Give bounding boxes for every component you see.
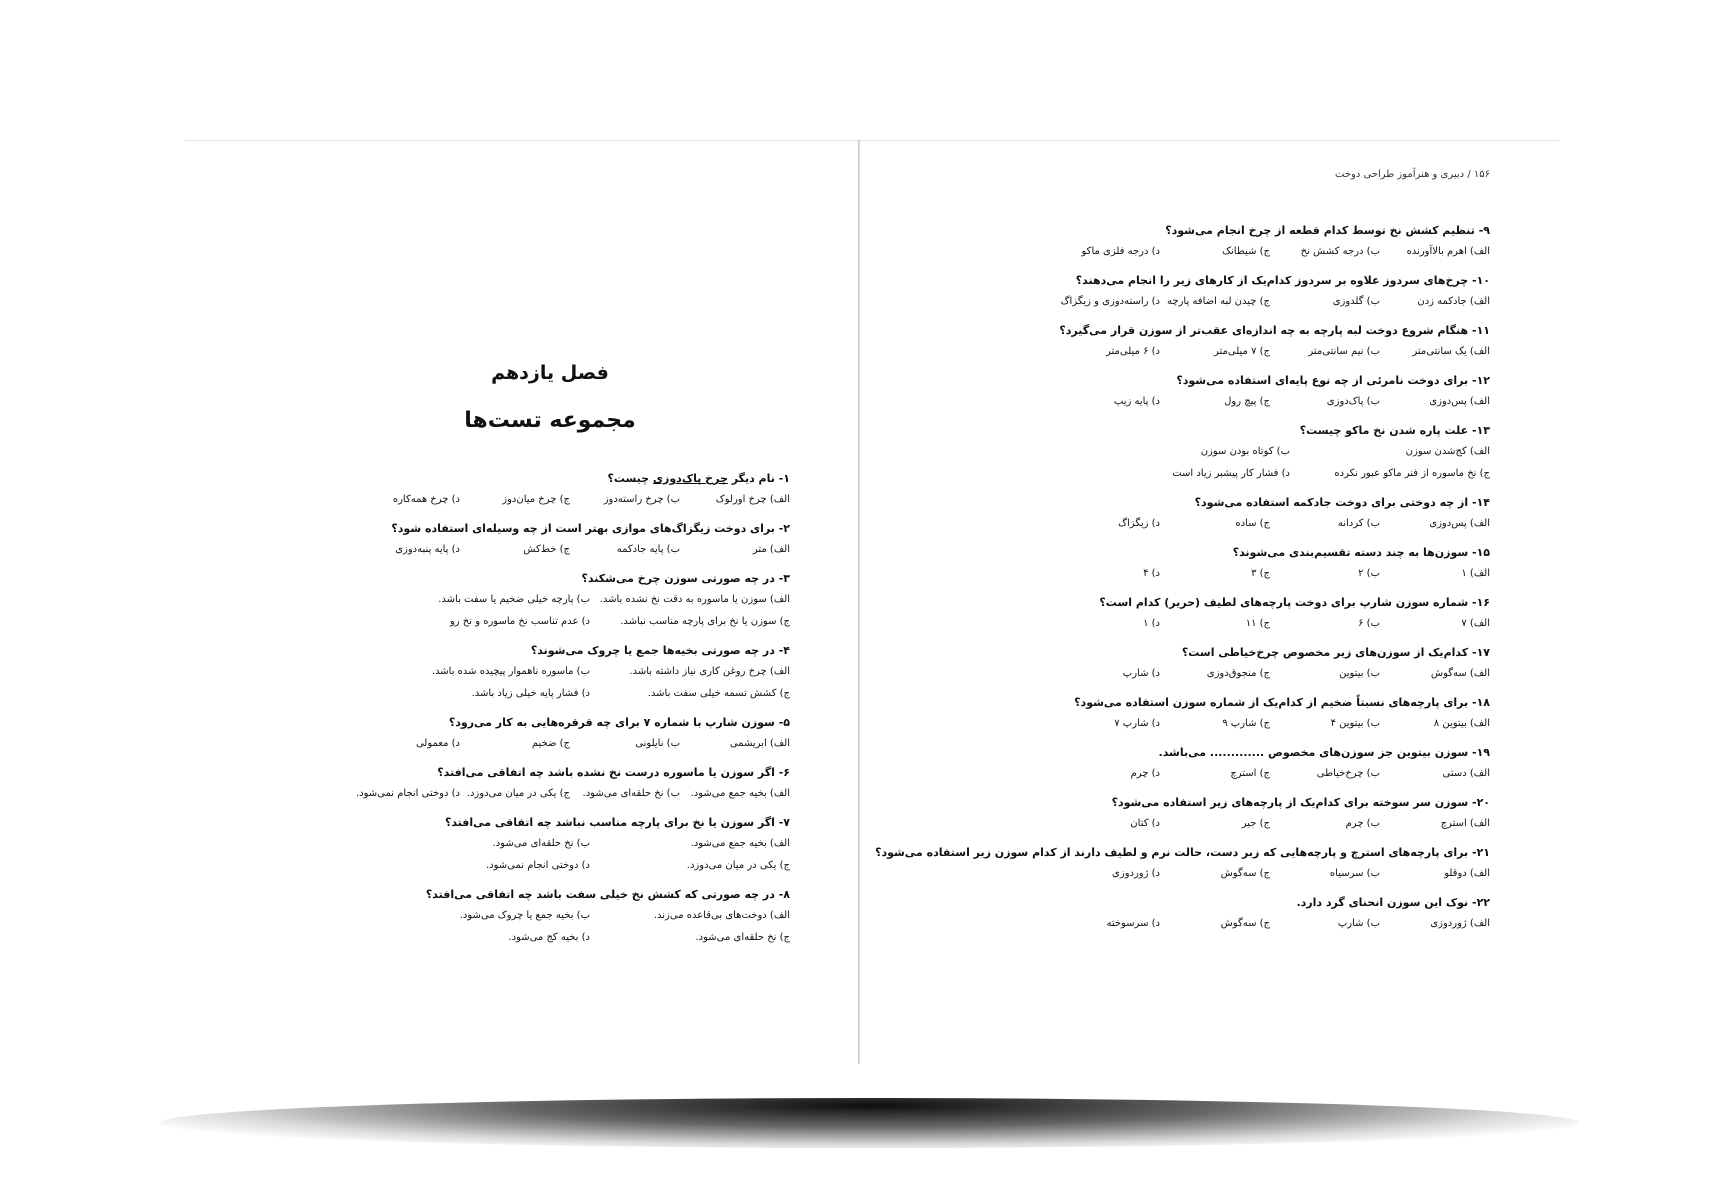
answer-option: الف) دوقلو [1444, 868, 1490, 879]
answer-option: الف) متر [752, 544, 790, 555]
option-row [1010, 613, 1490, 635]
question-body: علت پاره شدن نخ ماکو چیست؟ [1299, 424, 1469, 437]
book-gutter [858, 140, 860, 1064]
answer-option: الف) سوزن یا ماسوره به دقت نخ نشده باشد. [599, 594, 790, 605]
answer-option: ج) ۱۱ [1245, 618, 1270, 629]
option-row [1010, 813, 1490, 835]
answer-option: الف) استرچ [1440, 818, 1490, 829]
answer-option: ب) سرسیاه [1329, 868, 1380, 879]
chapter-title: فصل یازدهم [491, 362, 609, 384]
question-item [1010, 221, 1490, 263]
question-item [1010, 421, 1490, 485]
answer-option: ب) ۶ [1358, 618, 1380, 629]
question-body: برای پارچه‌های نسبتاً ضخیم از کدام‌یک از شماره سوزن استفاده می‌شود؟ [1074, 696, 1469, 709]
answer-option: ب) نیم سانتی‌متر [1308, 346, 1380, 357]
answer-option: الف) ۷ [1461, 618, 1490, 629]
answer-option: ج) شارپ ۹ [1222, 718, 1270, 729]
answer-option: ب) بیتوین ۴ [1330, 718, 1380, 729]
question-body: سوزن‌ها به چند دسته تقسیم‌بندی می‌شوند؟ [1232, 546, 1469, 559]
question-number: ۱۷- [1468, 646, 1490, 659]
running-head: ۱۵۶ / دبیری و هنرآموز طراحی دوخت [1335, 169, 1490, 180]
answer-option: ب) چرم [1345, 818, 1380, 829]
question-text [310, 519, 790, 539]
question-item [1010, 271, 1490, 313]
answer-option: ج) منجوق‌دوزی [1206, 668, 1270, 679]
question-list [310, 469, 790, 957]
option-row [1010, 441, 1490, 463]
question-body: سوزن سر سوخته برای کدام‌یک از پارچه‌های زیر استفاده می‌شود؟ [1111, 796, 1469, 809]
question-text [1010, 271, 1490, 291]
answer-option: د) زیگزاگ [1118, 518, 1160, 529]
question-number: ۲۲- [1468, 896, 1490, 909]
answer-option: ج) شیطانک [1222, 246, 1270, 257]
answer-option: ج) جیر [1241, 818, 1270, 829]
answer-option: ج) ۳ [1251, 568, 1270, 579]
question-number: ۱۶- [1468, 596, 1490, 609]
question-text [1010, 543, 1490, 563]
question-text [1010, 493, 1490, 513]
option-row [1010, 663, 1490, 685]
option-row [1010, 291, 1490, 313]
answer-option: ب) نخ حلقه‌ای می‌شود. [582, 788, 680, 799]
answer-option: ج) نخ ماسوره از فنر ماکو عبور نکرده [1334, 468, 1490, 479]
option-row [310, 489, 790, 511]
option-row [1010, 863, 1490, 885]
answer-option: د) ۱ [1143, 618, 1160, 629]
answer-option: ج) ساده [1235, 518, 1270, 529]
answer-option: الف) جادکمه زدن [1417, 296, 1490, 307]
question-number: ۱۸- [1468, 696, 1490, 709]
question-text [1010, 643, 1490, 663]
answer-option: الف) پس‌دوزی [1429, 396, 1490, 407]
option-row [1010, 391, 1490, 413]
question-text [1010, 793, 1490, 813]
question-item [1010, 693, 1490, 735]
question-text [310, 569, 790, 589]
question-text [310, 813, 790, 833]
answer-option: د) بخیه کج می‌شود. [508, 932, 590, 943]
answer-option: ج) خط‌کش [523, 544, 570, 555]
answer-option: ج) چیدن لبه اضافه پارچه [1167, 296, 1270, 307]
question-number: ۲۱- [1468, 846, 1490, 859]
question-body: نام دیگر [727, 472, 775, 485]
question-text [310, 885, 790, 905]
question-text [310, 763, 790, 783]
option-row [310, 589, 790, 611]
question-item [1010, 371, 1490, 413]
question-item [1010, 493, 1490, 535]
question-number: ۴- [774, 644, 790, 657]
answer-option: ج) ضخیم [531, 738, 570, 749]
question-text [310, 641, 790, 661]
answer-option: د) ژوردوزی [1112, 868, 1160, 879]
question-body: در چه صورتی که کشش نخ خیلی سفت باشد چه اتفاقی می‌افتد؟ [425, 888, 775, 901]
answer-option: ب) پایه جادکمه [616, 544, 680, 555]
answer-option: د) ۴ [1143, 568, 1160, 579]
question-text [1010, 893, 1490, 913]
answer-option: الف) کج‌شدن سوزن [1405, 446, 1490, 457]
question-item [310, 813, 790, 877]
answer-option: ب) ماسوره ناهموار پیچیده شده باشد. [431, 666, 590, 677]
option-row [310, 539, 790, 561]
question-item [875, 843, 1490, 885]
question-number: ۸- [774, 888, 790, 901]
question-body: برای دوخت زیگزاگ‌های موازی بهتر است از چه وسیله‌ای استفاده شود؟ [391, 522, 775, 535]
answer-option: ج) یکی در میان می‌دوزد. [686, 860, 790, 871]
book-shadow [160, 1098, 1580, 1148]
answer-option: الف) پس‌دوزی [1429, 518, 1490, 529]
question-number: ۳- [774, 572, 790, 585]
answer-option: الف) یک سانتی‌متر [1412, 346, 1490, 357]
question-number: ۱۱- [1468, 324, 1490, 337]
question-number: ۱۵- [1468, 546, 1490, 559]
answer-option: د) پایه زیپ [1113, 396, 1160, 407]
question-item [310, 885, 790, 949]
answer-option: ب) پارچه خیلی ضخیم یا سفت باشد. [438, 594, 590, 605]
question-item [310, 519, 790, 561]
question-number: ۱- [774, 472, 790, 485]
answer-option: ج) سه‌گوش [1220, 918, 1270, 929]
answer-option: ج) چرخ میان‌دوز [502, 494, 570, 505]
question-text [1010, 693, 1490, 713]
answer-option: ب) کردانه [1337, 518, 1380, 529]
answer-option: الف) اهرم بالاآورنده [1406, 246, 1490, 257]
answer-option: الف) سه‌گوش [1430, 668, 1490, 679]
answer-option: ب) پاک‌دوزی [1326, 396, 1380, 407]
answer-option: ج) استرچ [1230, 768, 1270, 779]
question-body: هنگام شروع دوخت لبه پارچه به چه اندازه‌ای عقب‌تر از سوزن قرار می‌گیرد؟ [1059, 324, 1469, 337]
option-row [310, 611, 790, 633]
question-number: ۱۰- [1468, 274, 1490, 287]
question-body: در چه صورتی سوزن چرخ می‌شکند؟ [581, 572, 775, 585]
answer-option: ب) ۲ [1358, 568, 1380, 579]
option-row [1010, 513, 1490, 535]
option-row [1010, 913, 1490, 935]
question-number: ۷- [774, 816, 790, 829]
answer-option: ب) گلدوزی [1332, 296, 1380, 307]
question-number: ۱۴- [1468, 496, 1490, 509]
answer-option: ج) یکی در میان می‌دوزد. [466, 788, 570, 799]
question-item [1010, 743, 1490, 785]
question-item [1010, 893, 1490, 935]
underlined-term: چرخ پاک‌دوزی [652, 472, 728, 485]
question-body: چیست؟ [607, 472, 653, 485]
answer-option: د) سرسوخته [1106, 918, 1160, 929]
question-text [1010, 321, 1490, 341]
answer-option: الف) بخیه جمع می‌شود. [690, 788, 790, 799]
left-page [310, 140, 790, 1060]
question-body: از چه دوختی برای دوخت جادکمه استفاده می‌شود؟ [1194, 496, 1469, 509]
answer-option: الف) ابریشمی [729, 738, 790, 749]
answer-option: ب) بخیه جمع یا چروک می‌شود. [459, 910, 590, 921]
question-text [1010, 371, 1490, 391]
question-number: ۱۳- [1468, 424, 1490, 437]
answer-option: ج) سوزن یا نخ برای پارچه مناسب نباشد. [620, 616, 790, 627]
answer-option: الف) چرخ اورلوک [715, 494, 790, 505]
question-body: در چه صورتی بخیه‌ها جمع یا چروک می‌شوند؟ [530, 644, 775, 657]
answer-option: الف) ژوردوزی [1430, 918, 1490, 929]
answer-option: د) فشار پایه خیلی زیاد باشد. [471, 688, 590, 699]
question-item [1010, 543, 1490, 585]
answer-option: د) فشار کار پیشبر زیاد است [1172, 468, 1290, 479]
answer-option: ب) شارپ [1337, 918, 1380, 929]
question-number: ۱۹- [1468, 746, 1490, 759]
answer-option: ب) نایلونی [635, 738, 680, 749]
answer-option: ج) ۷ میلی‌متر [1213, 346, 1270, 357]
answer-option: ب) کوتاه بودن سوزن [1200, 446, 1290, 457]
answer-option: ج) نخ حلقه‌ای می‌شود. [695, 932, 790, 943]
question-list [875, 221, 1490, 943]
answer-option: د) معمولی [415, 738, 460, 749]
answer-option: الف) دوخت‌های بی‌قاعده می‌زند. [653, 910, 790, 921]
option-row [310, 833, 790, 855]
question-text [310, 469, 790, 489]
question-text [1010, 421, 1490, 441]
answer-option: ب) درجه کشش نخ [1300, 246, 1380, 257]
option-row [1010, 713, 1490, 735]
answer-option: ب) نخ حلقه‌ای می‌شود. [492, 838, 590, 849]
option-row [1010, 563, 1490, 585]
option-row [1010, 341, 1490, 363]
question-item [1010, 793, 1490, 835]
answer-option: ج) سه‌گوش [1220, 868, 1270, 879]
question-item [310, 469, 790, 511]
option-row [310, 661, 790, 683]
answer-option: ج) پیچ رول [1224, 396, 1270, 407]
question-text [1010, 221, 1490, 241]
option-row [310, 855, 790, 877]
question-item [310, 713, 790, 755]
answer-option: د) شارپ ۷ [1114, 718, 1160, 729]
question-body: اگر سوزن یا ماسوره درست نخ نشده باشد چه اتفاقی می‌افتد؟ [437, 766, 775, 779]
answer-option: الف) چرخ روغن کاری نیاز داشته باشد. [629, 666, 790, 677]
option-row [310, 905, 790, 927]
question-number: ۱۲- [1468, 374, 1490, 387]
question-item [310, 569, 790, 633]
option-row [310, 733, 790, 755]
answer-option: د) عدم تناسب نخ ماسوره و نخ رو [449, 616, 590, 627]
question-number: ۲- [774, 522, 790, 535]
answer-option: الف) بخیه جمع می‌شود. [690, 838, 790, 849]
question-item [1010, 643, 1490, 685]
answer-option: ج) کشش تسمه خیلی سفت باشد. [647, 688, 790, 699]
answer-option: د) چرم [1130, 768, 1160, 779]
answer-option: الف) دستی [1442, 768, 1490, 779]
option-row [310, 683, 790, 705]
question-number: ۵- [774, 716, 790, 729]
question-body: چرخ‌های سردوز علاوه بر سردوز کدام‌یک از کارهای زیر را انجام می‌دهند؟ [1075, 274, 1469, 287]
question-body: اگر سوزن یا نخ برای پارچه مناسب نباشد چه اتفاقی می‌افتد؟ [444, 816, 775, 829]
question-body: سوزن شارپ با شماره ۷ برای چه قرقره‌هایی به کار می‌رود؟ [448, 716, 775, 729]
answer-option: ب) بیتوین [1339, 668, 1380, 679]
option-row [1010, 241, 1490, 263]
question-item [1010, 321, 1490, 363]
answer-option: د) دوختی انجام نمی‌شود. [485, 860, 590, 871]
question-body: برای دوخت نامرئی از چه نوع پایه‌ای استفاده می‌شود؟ [1176, 374, 1469, 387]
question-item [310, 763, 790, 805]
option-row [310, 927, 790, 949]
answer-option: د) دوختی انجام نمی‌شود. [355, 788, 460, 799]
answer-option: ب) چرخ‌خیاطی [1316, 768, 1380, 779]
option-row [1010, 763, 1490, 785]
question-text [310, 713, 790, 733]
question-body: سوزن بیتوین جز سوزن‌های مخصوص ............. می‌باشد. [1158, 746, 1469, 759]
question-body: تنظیم کشش نخ توسط کدام قطعه از چرخ انجام می‌شود؟ [1165, 224, 1475, 237]
question-body: شماره سوزن شارپ برای دوخت پارچه‌های لطیف (حریر) کدام است؟ [1099, 596, 1469, 609]
question-body: کدام‌یک از سوزن‌های زیر مخصوص چرخ‌خیاطی است؟ [1181, 646, 1469, 659]
question-item [1010, 593, 1490, 635]
question-text [1010, 743, 1490, 763]
answer-option: د) شارپ [1122, 668, 1160, 679]
option-row [310, 783, 790, 805]
question-number: ۶- [774, 766, 790, 779]
section-title: مجموعه تست‌ها [464, 408, 636, 433]
question-item [310, 641, 790, 705]
question-body: برای پارچه‌های استرچ و پارچه‌هایی که زبر دست، حالت نرم و لطیف دارند از کدام سوزن زیر استفاده می‌شود؟ [875, 846, 1469, 859]
question-number: ۹- [1474, 224, 1490, 237]
answer-option: الف) ۱ [1461, 568, 1490, 579]
question-number: ۲۰- [1468, 796, 1490, 809]
answer-option: ب) چرخ راسته‌دوز [603, 494, 680, 505]
answer-option: د) راسته‌دوزی و زیگزاگ [1060, 296, 1160, 307]
question-body: نوک این سوزن انحنای گرد دارد. [1296, 896, 1469, 909]
answer-option: د) درجه فلزی ماکو [1081, 246, 1160, 257]
answer-option: الف) بیتوین ۸ [1433, 718, 1490, 729]
answer-option: د) پایه پنبه‌دوزی [395, 544, 460, 555]
question-text [1010, 593, 1490, 613]
right-page [875, 140, 1490, 1060]
answer-option: د) کتان [1130, 818, 1160, 829]
question-text [875, 843, 1490, 863]
answer-option: د) ۶ میلی‌متر [1105, 346, 1160, 357]
option-row [1010, 463, 1490, 485]
answer-option: د) چرخ همه‌کاره [392, 494, 460, 505]
